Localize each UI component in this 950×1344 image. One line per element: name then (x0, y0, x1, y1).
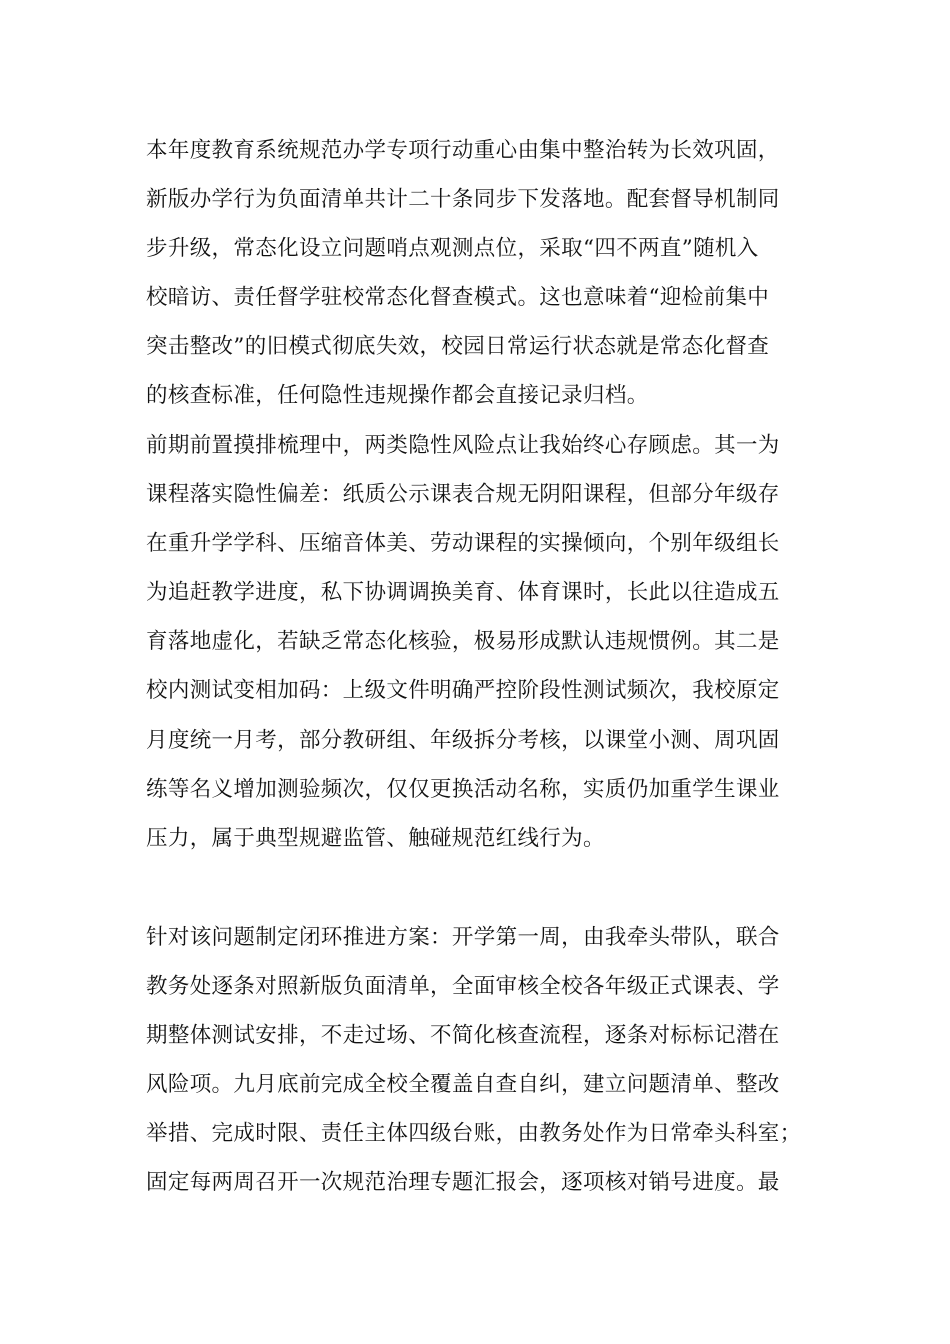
text-line: 新版办学行为负面清单共计二十条同步下发落地。配套督导机制同 (146, 187, 780, 213)
text-line: 为追赶教学进度，私下协调调换美育、体育课时，长此以往造成五 (146, 580, 780, 606)
text-line: 教务处逐条对照新版负面清单，全面审核全校各年级正式课表、学 (146, 974, 780, 1000)
text-line: 针对该问题制定闭环推进方案：开学第一周，由我牵头带队，联合 (146, 925, 780, 950)
text-line: 在重升学学科、压缩音体美、劳动课程的实操倾向，个别年级组长 (146, 531, 780, 557)
paragraph-3 (146, 913, 806, 1208)
text-line: 本年度教育系统规范办学专项行动重心由集中整治转为长效巩固， (146, 138, 780, 163)
text-line: 风险项。九月底前完成全校全覆盖自查自纠，建立问题清单、整改 (146, 1072, 780, 1098)
text-line: 步升级，常态化设立问题哨点观测点位，采取“四不两直”随机入 (146, 236, 759, 262)
text-line: 校内测试变相加码：上级文件明确严控阶段性测试频次，我校原定 (146, 678, 780, 704)
text-line: 育落地虚化，若缺乏常态化核验，极易形成默认违规惯例。其二是 (146, 629, 780, 655)
text-line: 前期前置摸排梳理中，两类隐性风险点让我始终心存顾虑。其一为 (146, 433, 780, 458)
text-line: 期整体测试安排，不走过场、不简化核查流程，逐条对标标记潜在 (146, 1023, 780, 1049)
text-line: 压力，属于典型规避监管、触碰规范红线行为。 (146, 825, 605, 851)
text-line: 举措、完成时限、责任主体四级台账，由教务处作为日常牵头科室； (146, 1121, 802, 1147)
text-line: 突击整改”的旧模式彻底失效，校园日常运行状态就是常态化督查 (146, 334, 770, 360)
paragraph-2 (146, 421, 806, 863)
text-line: 月度统一月考，部分教研组、年级拆分考核，以课堂小测、周巩固 (146, 727, 780, 753)
text-line: 练等名义增加测验频次，仅仅更换活动名称，实质仍加重学生课业 (146, 776, 780, 802)
text-line: 校暗访、责任督学驻校常态化督查模式。这也意味着“迎检前集中 (146, 285, 770, 311)
text-line: 固定每两周召开一次规范治理专题汇报会，逐项核对销号进度。最 (146, 1170, 780, 1196)
text-line: 的核查标准，任何隐性违规操作都会直接记录归档。 (146, 383, 649, 409)
text-line: 课程落实隐性偏差：纸质公示课表合规无阴阳课程，但部分年级存 (146, 482, 780, 508)
paragraph-1 (146, 126, 806, 421)
